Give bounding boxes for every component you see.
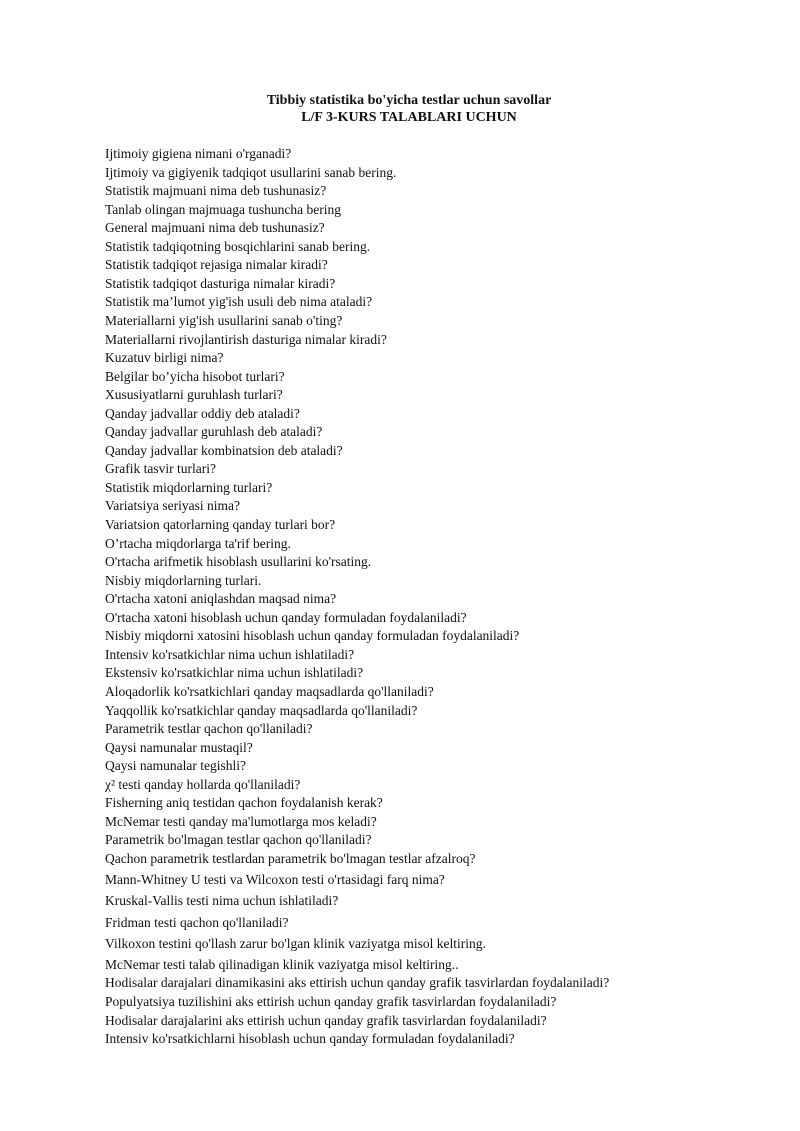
list-item-text: Materiallarni rivojlantirish dasturiga nimalar kiradi? [105,331,387,347]
list-item-text: Statistik tadqiqot dasturiga nimalar kiradi? [105,275,336,291]
list-item-text: Kuzatuv birligi nima? [105,350,224,366]
list-item-text: Hodisalar darajalarini aks ettirish uchun qanday grafik tasvirlardan foydalaniladi? [105,1012,547,1028]
list-item-text: O'rtacha xatoni aniqlashdan maqsad nima? [105,591,337,607]
document-title: Tibbiy statistika bo'yicha testlar uchun savollar [266,93,552,108]
list-item-text: Qanday jadvallar oddiy deb ataladi? [105,405,300,421]
list-item-text: Belgilar bo’yicha hisobot turlari? [105,368,285,384]
list-item-text: Intensiv ko'rsatkichlar nima uchun ishlatiladi? [105,646,355,662]
list-item-text: Fridman testi qachon qo'llaniladi? [105,914,289,930]
list-item-text: Ijtimoiy gigiena nimani o'rganadi? [105,146,292,161]
list-item-text: Grafik tasvir turlari? [105,461,216,477]
list-item-text: McNemar testi qanday ma'lumotlarga mos keladi? [105,813,377,829]
list-item-text: General majmuani nima deb tushunasiz? [105,220,325,236]
list-item-text: Tanlab olingan majmuaga tushuncha bering [105,201,341,217]
list-item-text: McNemar testi talab qilinadigan klinik vaziyatga misol keltiring.. [105,956,459,972]
list-item-text: Nisbiy miqdorlarning turlari. [105,572,262,588]
list-item-text: Ekstensiv ko'rsatkichlar nima uchun ishlatiladi? [105,665,364,681]
list-item-text: Nisbiy miqdorni xatosini hisoblash uchun qanday formuladan foydalaniladi? [105,628,520,644]
list-item-text: χ² testi qanday hollarda qo'llaniladi? [105,776,301,792]
list-item-text: Xususiyatlarni guruhlash turlari? [105,387,283,403]
list-item-text: Parametrik testlar qachon qo'llaniladi? [105,721,313,737]
list-item-text: O'rtacha arifmetik hisoblash usullarini ko'rsating. [105,554,372,570]
list-item-text: Aloqadorlik ko'rsatkichlari qanday maqsadlarda qo'llaniladi? [105,683,434,699]
list-item-text: Parametrik bo'lmagan testlar qachon qo'llaniladi? [105,832,372,848]
list-item-text: Fisherning aniq testidan qachon foydalanish kerak? [105,795,383,811]
list-item-text: Kruskal-Vallis testi nima uchun ishlatiladi? [105,893,339,909]
list-item-text: O'rtacha xatoni hisoblash uchun qanday formuladan foydalaniladi? [105,609,467,625]
list-item-text: O’rtacha miqdorlarga ta'rif bering. [105,535,291,551]
list-item-text: Statistik ma’lumot yig'ish usuli deb nima ataladi? [105,294,373,310]
list-item-text: Hodisalar darajalari dinamikasini aks ettirish uchun qanday grafik tasvirlardan foydalaniladi? [105,975,610,991]
list-item-text: Populyatsiya tuzilishini aks ettirish uchun qanday grafik tasvirlardan foydalaniladi? [105,994,557,1009]
list-item-text: Statistik tadqiqot rejasiga nimalar kiradi? [105,257,328,273]
list-item-text: Qaysi namunalar tegishli? [105,758,246,774]
list-item-text: Mann-Whitney U testi va Wilcoxon testi o'rtasidagi farq nima? [105,872,445,888]
document-subtitle: L/F 3-KURS TALABLARI UCHUN [301,110,517,125]
list-item-text: Statistik tadqiqotning bosqichlarini sanab bering. [105,238,371,254]
list-item-text: Statistik majmuani nima deb tushunasiz? [105,183,327,199]
list-item-text: Qaysi namunalar mustaqil? [105,739,253,755]
list-item-text: Variatsion qatorlarning qanday turlari bor? [105,517,336,532]
list-item-text: Qachon parametrik testlardan parametrik bo'lmagan testlar afzalroq? [105,850,476,866]
list-item-text: Intensiv ko'rsatkichlarni hisoblash uchun qanday formuladan foydalaniladi? [105,1031,515,1047]
list-item-text: Materiallarni yig'ish usullarini sanab o'ting? [105,312,343,328]
list-item-text: Qanday jadvallar guruhlash deb ataladi? [105,424,323,440]
list-item-text: Statistik miqdorlarning turlari? [105,479,273,495]
list-item-text: Vilkoxon testini qo'llash zarur bo'lgan klinik vaziyatga misol keltiring. [105,935,486,951]
list-item-text: Ijtimoiy va gigiyenik tadqiqot usullarini sanab bering. [105,164,397,180]
list-item-text: Yaqqollik ko'rsatkichlar qanday maqsadlarda qo'llaniladi? [105,702,418,718]
list-item-text: Variatsiya seriyasi nima? [105,498,240,514]
list-item-text: Qanday jadvallar kombinatsion deb ataladi? [105,442,343,458]
